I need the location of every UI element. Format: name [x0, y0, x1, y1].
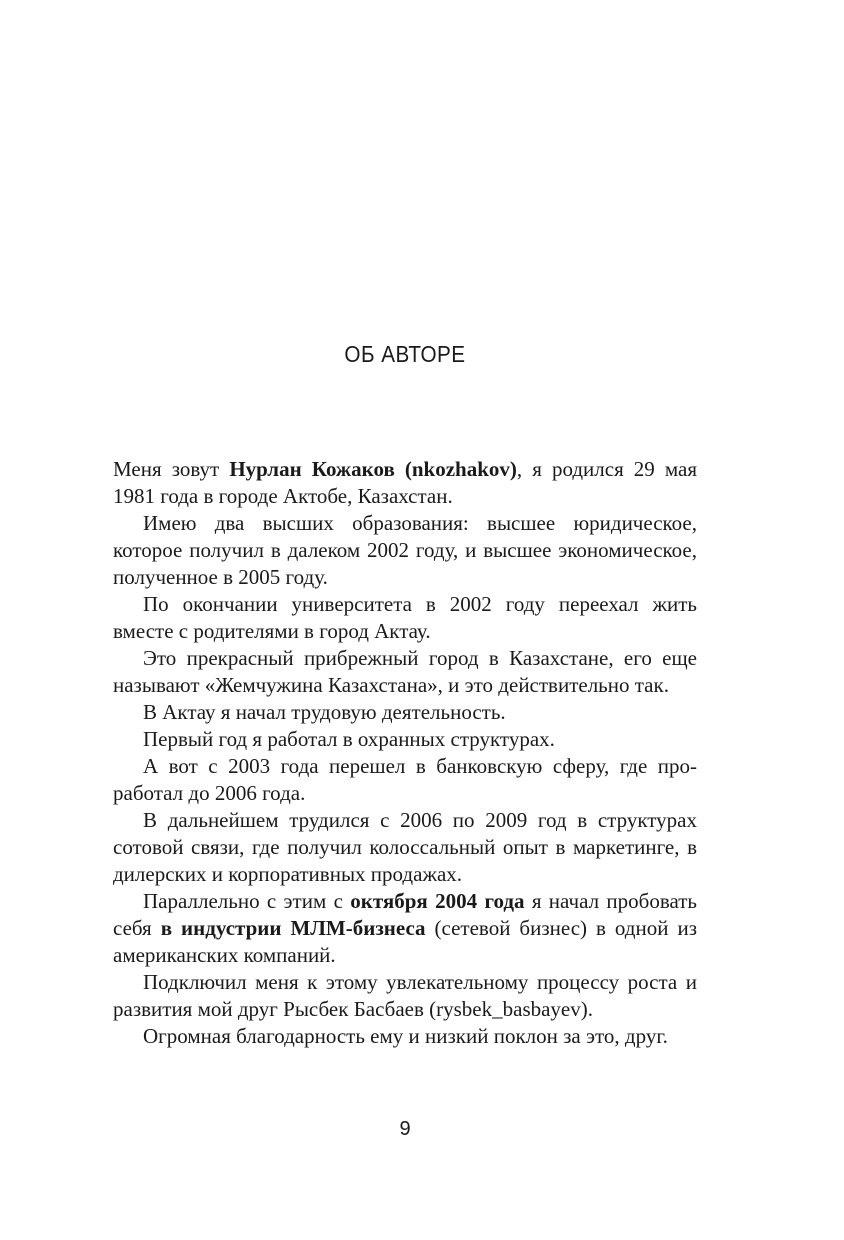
page-number: 9: [399, 1118, 411, 1140]
text-run: , я родился 29 мая 1981 года в городе Актобе, Казахстан.: [113, 457, 697, 508]
paragraph: Огромная благодарность ему и низкий поклон за это, друг.: [143, 1024, 668, 1048]
paragraph: А вот с 2003 года перешел в банковскую сферу, где проработал до 2006 года.: [113, 754, 697, 805]
bold-date: октября 2004 года: [350, 889, 525, 913]
bold-industry: в индустрии МЛМ-бизнеса: [160, 916, 426, 940]
paragraph: Имею два высших образования: высшее юридическое, которое получил в далеком 2002 году, и высшее экономическое, полученное в 2005 году.: [113, 511, 697, 589]
text-run: я начал пробовать себя: [113, 889, 697, 940]
paragraph: [113, 888, 697, 969]
author-name: Нурлан Кожаков (nkozhakov): [229, 457, 517, 481]
paragraph: Подключил меня к этому увлекательному процессу роста и развития мой друг Рысбек Басбаев (rysbek_basbayev).: [113, 970, 697, 1021]
text-run: (сетевой бизнес) в одной из американских компаний.: [113, 916, 697, 967]
text-run: Параллельно с этим с: [143, 889, 351, 913]
page-title: ОБ АВТОРЕ: [344, 341, 466, 367]
paragraph: [113, 456, 697, 510]
paragraph: В Актау я начал трудовую деятельность.: [143, 700, 506, 724]
body-text: [113, 456, 697, 1050]
paragraph: По окончании университета в 2002 году переехал жить вместе с родителями в город Актау.: [113, 592, 697, 643]
paragraph: Это прекрасный прибрежный город в Казахстане, его еще называют «Жемчужина Казахстана», и это действительно так.: [113, 646, 697, 697]
paragraph: В дальнейшем трудился с 2006 по 2009 год в структурах сотовой связи, где получил колоссальный опыт в маркетинге, в дилерских и корпоративных продажах.: [113, 808, 697, 886]
paragraph: Первый год я работал в охранных структурах.: [143, 727, 555, 751]
text-run: Меня зовут: [113, 457, 230, 481]
